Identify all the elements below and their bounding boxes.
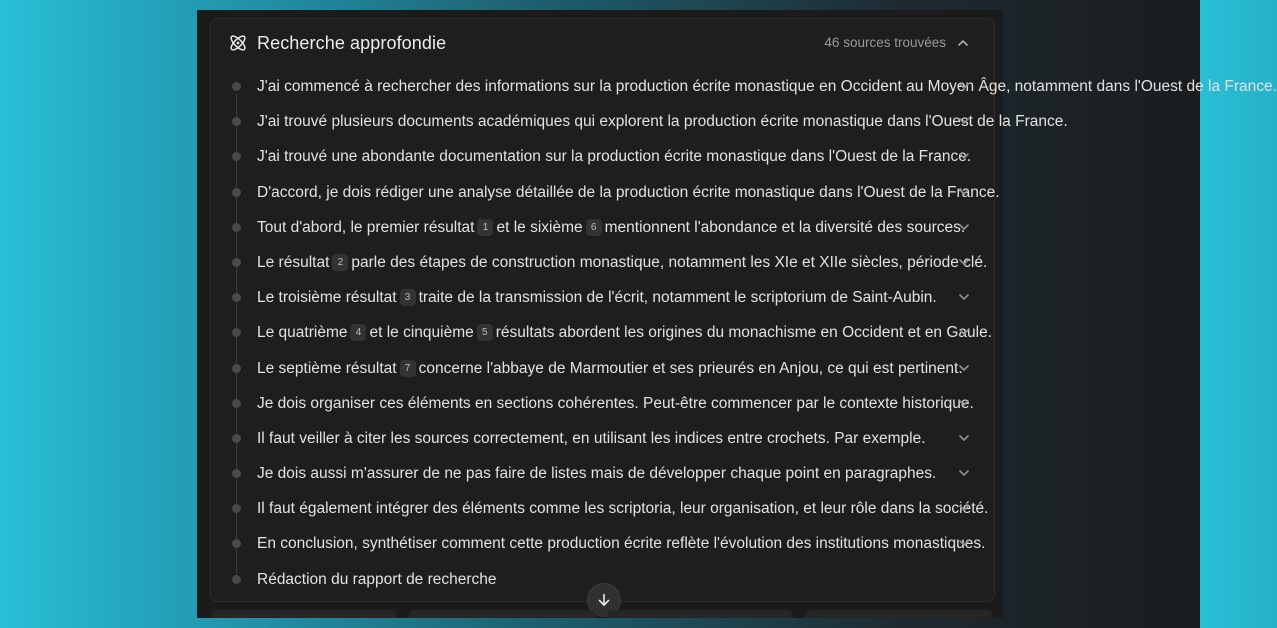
step-text-segment: mentionnent l'abondance et la diversité des sources.	[604, 218, 966, 236]
chevron-down-icon[interactable]	[956, 430, 972, 446]
citation-badge[interactable]: 5	[477, 324, 493, 341]
step-dot	[232, 434, 241, 443]
research-step[interactable]	[211, 456, 994, 491]
citation-badge[interactable]: 6	[586, 219, 602, 236]
step-text	[257, 288, 947, 308]
step-dot	[232, 399, 241, 408]
chevron-down-icon[interactable]	[956, 219, 972, 235]
step-text	[257, 253, 988, 273]
step-text	[257, 464, 947, 484]
research-step[interactable]	[211, 104, 1068, 139]
chevron-down-icon[interactable]	[956, 148, 972, 164]
step-text-segment: Il faut également intégrer des éléments comme les scriptoria, leur organisation, et leur rôle dans la société.	[257, 500, 989, 518]
step-text-segment: Je dois aussi m'assurer de ne pas faire de listes mais de développer chaque point en paragraphes.	[257, 465, 937, 483]
step-text	[257, 183, 1000, 203]
app-window	[197, 10, 1277, 618]
chevron-down-icon[interactable]	[956, 324, 972, 340]
step-text-segment: J'ai commencé à rechercher des informations sur la production écrite monastique en Occident au Moyen Âge, notamment dans l'Ouest de la France.	[257, 78, 1277, 95]
panel-header[interactable]	[211, 19, 994, 65]
chevron-down-icon[interactable]	[956, 360, 972, 376]
step-text-segment: Le septième résultat	[257, 359, 397, 377]
chevron-down-icon[interactable]	[956, 78, 972, 94]
citation-badge[interactable]: 4	[350, 324, 366, 341]
step-dot	[232, 188, 241, 197]
step-text-segment: parle des étapes de construction monastique, notamment les XIe et XIIe siècles, période clé.	[351, 253, 988, 271]
step-text	[257, 359, 963, 379]
step-text	[257, 429, 947, 449]
step-text	[257, 77, 1277, 97]
chevron-down-icon[interactable]	[956, 500, 972, 516]
step-text-segment: J'ai trouvé une abondante documentation sur la production écrite monastique dans l'Ouest de la France.	[257, 148, 972, 166]
arrow-down-icon	[596, 592, 612, 608]
chevron-down-icon[interactable]	[956, 254, 972, 270]
atom-icon	[227, 32, 249, 54]
chevron-down-icon[interactable]	[956, 395, 972, 411]
step-dot	[232, 504, 241, 513]
step-text-segment: Le troisième résultat	[257, 289, 397, 307]
bottom-card	[211, 610, 397, 618]
step-text-segment: En conclusion, synthétiser comment cette production écrite reflète l'évolution des institutions monastiques.	[257, 535, 986, 553]
research-step[interactable]	[211, 245, 994, 280]
chevron-down-icon[interactable]	[956, 113, 972, 129]
research-step[interactable]	[211, 351, 994, 386]
step-text-segment: Il faut veiller à citer les sources correctement, en utilisant les indices entre crochets. Par exemple.	[257, 429, 926, 447]
panel-title: Recherche approfondie	[257, 33, 447, 53]
bottom-card	[805, 610, 993, 618]
step-dot	[232, 293, 241, 302]
step-dot	[232, 82, 241, 91]
step-text-segment: résultats abordent les origines du monachisme en Occident et en Gaule.	[495, 324, 993, 342]
research-steps-list	[211, 69, 1277, 597]
bottom-card	[409, 610, 595, 618]
step-dot	[232, 364, 241, 373]
step-dot	[232, 258, 241, 267]
chevron-down-icon[interactable]	[956, 535, 972, 551]
step-text-segment: Tout d'abord, le premier résultat	[257, 218, 475, 236]
research-step[interactable]	[211, 139, 994, 174]
research-step[interactable]	[211, 315, 994, 350]
step-dot	[232, 469, 241, 478]
step-dot	[232, 575, 241, 584]
deep-research-panel	[210, 18, 1277, 602]
step-dot	[232, 328, 241, 337]
citation-badge[interactable]: 7	[400, 360, 416, 377]
step-text-segment: traite de la transmission de l'écrit, notamment le scriptorium de Saint-Aubin.	[418, 289, 937, 307]
research-step[interactable]	[211, 69, 1277, 104]
research-step[interactable]	[211, 386, 994, 421]
citation-badge[interactable]: 3	[400, 289, 416, 306]
step-text-segment: et le cinquième	[369, 324, 474, 342]
research-step[interactable]	[211, 526, 994, 561]
chevron-down-icon[interactable]	[956, 184, 972, 200]
step-dot	[232, 539, 241, 548]
step-text-segment: Rédaction du rapport de recherche	[257, 570, 497, 588]
bottom-card	[607, 610, 793, 618]
step-text-segment: et le sixième	[496, 218, 583, 236]
step-text	[257, 218, 966, 238]
step-text	[257, 499, 989, 519]
step-text-segment: Le résultat	[257, 253, 330, 271]
step-text-segment: concerne l'abbaye de Marmoutier et ses prieurés en Anjou, ce qui est pertinent.	[418, 359, 963, 377]
step-text	[257, 112, 1068, 132]
citation-badge[interactable]: 1	[477, 219, 493, 236]
step-text	[257, 147, 972, 167]
step-dot	[232, 152, 241, 161]
citation-badge[interactable]: 2	[332, 254, 348, 271]
step-text	[257, 394, 974, 414]
step-text-segment: J'ai trouvé plusieurs documents académiques qui explorent la production écrite monastique dans l'Ouest de la France.	[257, 113, 1068, 131]
research-step[interactable]	[211, 491, 994, 526]
step-text-segment: D'accord, je dois rédiger une analyse détaillée de la production écrite monastique dans l'Ouest de la France.	[257, 183, 1000, 201]
chevron-down-icon[interactable]	[956, 465, 972, 481]
research-step[interactable]	[211, 421, 994, 456]
sources-count[interactable]: 46 sources trouvées	[824, 35, 946, 50]
step-text	[257, 534, 986, 554]
research-step[interactable]	[211, 175, 1000, 210]
step-dot	[232, 223, 241, 232]
step-text-segment: Le quatrième	[257, 324, 348, 342]
step-dot	[232, 117, 241, 126]
chevron-up-icon[interactable]	[954, 34, 972, 52]
research-step[interactable]	[211, 210, 994, 245]
step-text-segment: Je dois organiser ces éléments en sections cohérentes. Peut-être commencer par le contexte historique.	[257, 394, 974, 412]
research-step[interactable]	[211, 280, 994, 315]
chevron-down-icon[interactable]	[956, 289, 972, 305]
step-text	[257, 323, 993, 343]
